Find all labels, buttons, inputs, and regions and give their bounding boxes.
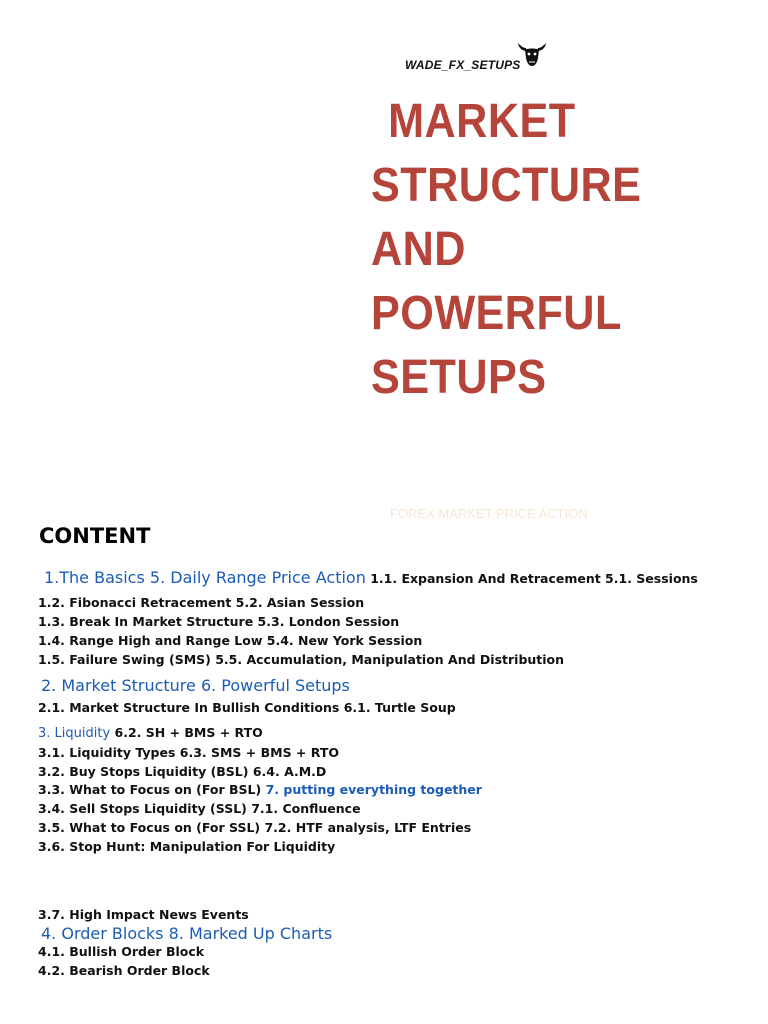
toc-row: [41, 924, 332, 943]
title-line: AND: [371, 223, 466, 276]
title-line: POWERFUL: [371, 287, 622, 340]
toc-items: 3.3. What to Focus on (For BSL): [38, 782, 266, 797]
toc-section-link[interactable]: 7. putting everything together: [265, 782, 482, 797]
toc-section-link[interactable]: 1.The Basics 5. Daily Range Price Action: [44, 568, 366, 587]
title-line: MARKET: [388, 95, 576, 148]
toc-row: 3.1. Liquidity Types 6.3. SMS + BMS + RTO: [38, 745, 339, 760]
toc-items: 1.1. Expansion And Retracement 5.1. Sessions: [370, 571, 698, 586]
subtitle: FOREX MARKET PRICE ACTION: [390, 506, 588, 521]
toc-row: [41, 676, 350, 695]
toc-section-link[interactable]: 3. Liquidity: [38, 726, 111, 741]
toc-row: 1.5. Failure Swing (SMS) 5.5. Accumulation, Manipulation And Distribution: [38, 652, 565, 667]
toc-row: 4.2. Bearish Order Block: [38, 963, 210, 978]
toc-row: 3.4. Sell Stops Liquidity (SSL) 7.1. Confluence: [38, 801, 361, 816]
toc-items: 6.2. SH + BMS + RTO: [110, 725, 263, 740]
toc-row: 3.6. Stop Hunt: Manipulation For Liquidity: [38, 839, 336, 854]
bull-head-icon: [516, 40, 548, 68]
toc-row: [38, 782, 482, 797]
title-line: SETUPS: [371, 351, 547, 404]
toc-row: 3.7. High Impact News Events: [38, 907, 249, 922]
toc-row: 1.4. Range High and Range Low 5.4. New York Session: [38, 633, 423, 648]
document-title: [371, 90, 668, 410]
toc-row: 3.5. What to Focus on (For SSL) 7.2. HTF analysis, LTF Entries: [38, 820, 472, 835]
toc-row: 3.2. Buy Stops Liquidity (BSL) 6.4. A.M.D: [38, 764, 327, 779]
toc-row: 1.3. Break In Market Structure 5.3. London Session: [38, 614, 400, 629]
toc-section-link[interactable]: 2. Market Structure 6. Powerful Setups: [41, 676, 350, 695]
content-heading: CONTENT: [39, 524, 151, 548]
toc-row: [38, 725, 263, 741]
toc-row: 2.1. Market Structure In Bullish Conditions 6.1. Turtle Soup: [38, 700, 456, 715]
toc-row: 4.1. Bullish Order Block: [38, 944, 205, 959]
toc-row: [44, 568, 698, 587]
title-line: STRUCTURE: [371, 159, 642, 212]
brand-name: WADE_FX_SETUPS: [405, 58, 521, 72]
toc-row: 1.2. Fibonacci Retracement 5.2. Asian Session: [38, 595, 365, 610]
toc-section-link[interactable]: 4. Order Blocks 8. Marked Up Charts: [41, 924, 333, 943]
